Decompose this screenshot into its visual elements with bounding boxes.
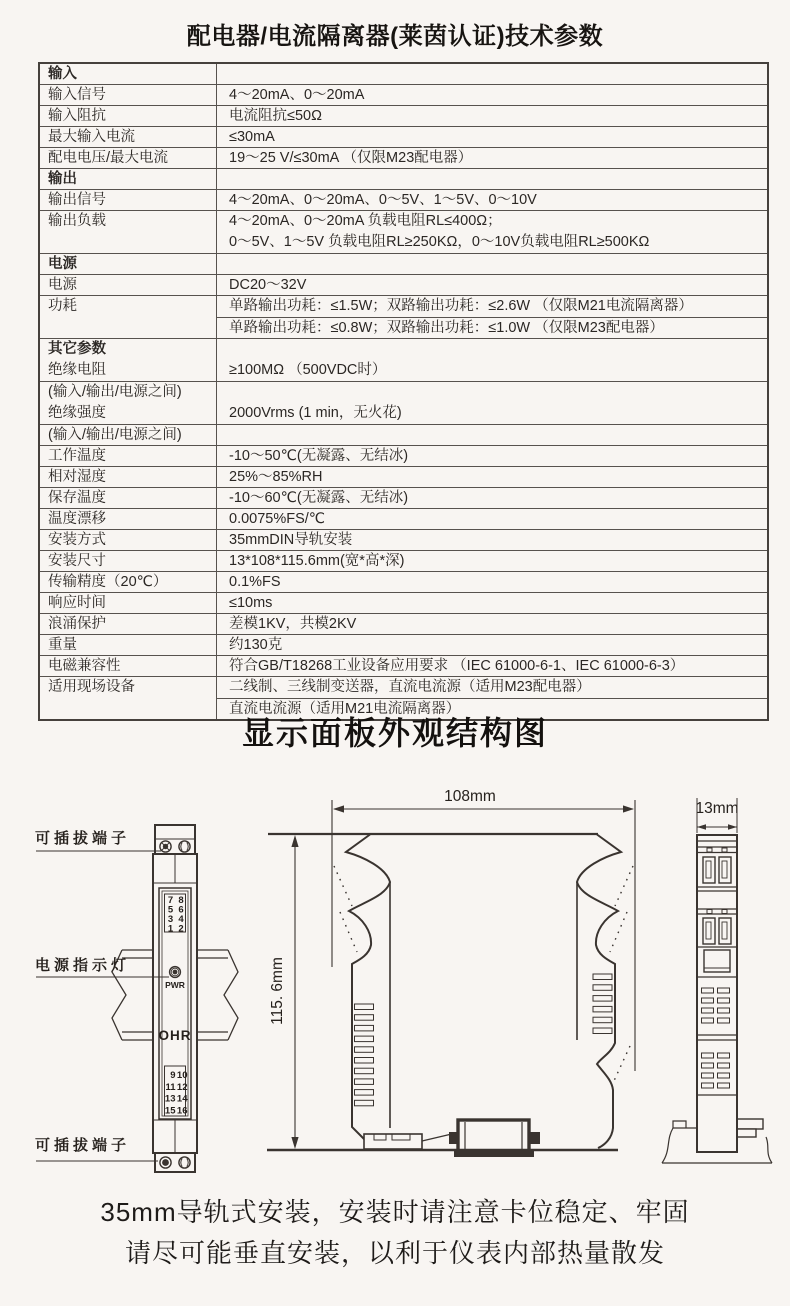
table-row <box>40 571 767 592</box>
table-row <box>40 274 767 295</box>
row-label: 温度漂移 <box>40 509 217 529</box>
row-value <box>217 169 767 189</box>
row-label: 安装尺寸 <box>40 551 217 571</box>
table-row <box>40 445 767 466</box>
row-value-line: 0～5V、1～5V 负载电阻RL≥250KΩ，0～10V负载电阻RL≥500KΩ <box>229 234 650 250</box>
terminal-number: 7 <box>167 895 174 906</box>
row-value: DC20～32V <box>229 277 307 293</box>
dim-115mm: 115. 6mm <box>269 957 286 1025</box>
table-row <box>40 550 767 571</box>
row-label-line: 其它参数 <box>48 341 106 357</box>
terminal-number: 13 <box>164 1093 176 1105</box>
row-label: 传输精度（20℃） <box>40 572 217 592</box>
row-value-line: 单路输出功耗：≤0.8W；双路输出功耗：≤1.0W （仅限M23配电器） <box>217 317 767 339</box>
table-row <box>40 487 767 508</box>
row-value: 13*108*115.6mm(宽*高*深) <box>229 553 405 569</box>
terminal-number: 2 <box>178 923 184 935</box>
table-row <box>40 168 767 189</box>
table-row <box>40 613 767 634</box>
row-label: 电源 <box>40 254 217 274</box>
row-value <box>217 296 767 338</box>
side-profile <box>267 834 633 1157</box>
brand-logo: OHR <box>158 1028 192 1043</box>
terminal-number: 15 <box>164 1105 176 1117</box>
row-value-line: 4～20mA、0～20mA 负载电阻RL≤400Ω； <box>229 213 502 229</box>
mounting-note-line1: 35mm导轨式安装，安装时请注意卡位稳定、牢固 <box>100 1197 690 1227</box>
spec-table <box>38 62 769 721</box>
power-led-icon <box>170 967 181 978</box>
row-label: 响应时间 <box>40 593 217 613</box>
terminal-number: 16 <box>176 1105 188 1117</box>
row-label: 安装方式 <box>40 530 217 550</box>
screw-icon <box>179 841 190 852</box>
row-value <box>217 382 767 424</box>
row-value <box>217 339 767 381</box>
row-value: -10～50℃(无凝露、无结冰) <box>229 448 409 464</box>
terminal-number: 11 <box>165 1081 176 1093</box>
front-view <box>35 825 238 1172</box>
width-dimension-13 <box>695 798 738 833</box>
terminal-number: 10 <box>176 1070 188 1081</box>
terminal-number: 3 <box>167 914 174 925</box>
table-row <box>40 466 767 487</box>
top-terminal-label: 可插拔端子 <box>35 830 131 847</box>
terminal-number: 6 <box>178 904 184 916</box>
row-value <box>217 254 767 274</box>
row-label: 浪涌保护 <box>40 614 217 634</box>
row-value-text: 2000Vrms (1 min，无火花) <box>229 405 402 421</box>
terminal-number: 9 <box>170 1070 176 1081</box>
terminal-number: 12 <box>176 1081 188 1093</box>
row-label: 输入 <box>40 64 217 84</box>
row-label: 输入阻抗 <box>40 106 217 126</box>
row-label: 配电电压/最大电流 <box>40 148 217 168</box>
table-row <box>40 210 767 253</box>
row-label: 工作温度 <box>40 446 217 466</box>
bottom-terminal-block <box>155 1153 195 1172</box>
row-value-line: 直流电流源（适用M21电流隔离器） <box>217 698 767 720</box>
row-label: 重量 <box>40 635 217 655</box>
row-value: 19～25 V/≤30mA （仅限M23配电器） <box>229 150 473 166</box>
module-body <box>153 854 197 1153</box>
row-label: (输入/输出/电源之间) <box>40 425 217 445</box>
row-label: 电源 <box>40 275 217 295</box>
table-row <box>40 655 767 676</box>
bottom-terminal-label: 可插拔端子 <box>35 1137 131 1154</box>
power-led-label: 电源指示灯 <box>35 957 131 974</box>
row-label: 输出负载 <box>40 211 217 253</box>
table-row <box>40 126 767 147</box>
terminal-number: 8 <box>178 895 184 906</box>
row-value: ≤30mA <box>229 129 275 145</box>
row-value: 符合GB/T18268工业设备应用要求 （IEC 61000-6-1、IEC 61000-6-3） <box>229 658 685 674</box>
table-row <box>40 147 767 168</box>
table-row <box>40 424 767 445</box>
row-value: 差模1KV，共模2KV <box>229 616 357 632</box>
dim-13mm: 13mm <box>695 800 739 817</box>
row-value: 约130克 <box>229 637 283 653</box>
row-value: -10～60℃(无凝露、无结冰) <box>229 490 409 506</box>
terminal-number: 14 <box>176 1093 188 1105</box>
row-value: 0.1%FS <box>229 574 281 590</box>
table-row <box>40 634 767 655</box>
pwr-label: PWR <box>165 980 185 990</box>
row-label: 相对湿度 <box>40 467 217 487</box>
terminal-number: 4 <box>178 914 184 925</box>
row-value: 4～20mA、0～20mA、0～5V、1～5V、0～10V <box>229 192 537 208</box>
terminal-number: 5 <box>167 904 174 916</box>
row-value <box>217 211 767 253</box>
row-value: 35mmDIN导轨安装 <box>229 532 353 548</box>
row-value-line: 单路输出功耗：≤1.5W；双路输出功耗：≤2.6W （仅限M21电流隔离器） <box>229 298 693 314</box>
table-row <box>40 64 767 84</box>
dim-108mm: 108mm <box>444 788 496 805</box>
side-view <box>267 788 635 1157</box>
row-value <box>217 64 767 84</box>
table-row <box>40 508 767 529</box>
table-row <box>40 105 767 126</box>
width-dimension-108 <box>332 788 635 1071</box>
row-value: 4～20mA、0～20mA <box>229 87 365 103</box>
table-row <box>40 295 767 338</box>
row-label: 电磁兼容性 <box>40 656 217 676</box>
end-view <box>662 798 772 1163</box>
row-label: 输出信号 <box>40 190 217 210</box>
row-label: 输出 <box>40 169 217 189</box>
row-label: 保存温度 <box>40 488 217 508</box>
mounting-note <box>0 1192 790 1274</box>
page-title: 配电器/电流隔离器(莱茵认证)技术参数 <box>186 23 604 50</box>
row-value: 0.0075%FS/℃ <box>229 511 326 527</box>
table-row <box>40 529 767 550</box>
mounting-note-line2: 请尽可能垂直安装，以利于仪表内部热量散发 <box>124 1238 665 1268</box>
row-label: 适用现场设备 <box>40 677 217 719</box>
screw-icon <box>179 1157 190 1168</box>
height-dimension-115 <box>269 835 299 1149</box>
row-value-line: 二线制、三线制变送器，直流电流源（适用M23配电器） <box>229 679 591 695</box>
row-label: 最大输入电流 <box>40 127 217 147</box>
table-row <box>40 253 767 274</box>
top-terminal-block <box>155 825 195 854</box>
terminal-number: 1 <box>167 923 174 935</box>
row-value-text: ≥100MΩ （500VDC时） <box>229 362 387 378</box>
vent-slots-left <box>355 1004 374 1106</box>
row-label <box>40 382 217 424</box>
table-row <box>40 189 767 210</box>
vent-slots-right <box>593 974 612 1034</box>
row-value: 25%～85%RH <box>229 469 323 485</box>
end-module-body <box>697 835 737 1152</box>
diagram-title: 显示面板外观结构图 <box>241 715 548 751</box>
row-label-line: (输入/输出/电源之间) <box>48 384 182 400</box>
table-row <box>40 84 767 105</box>
row-label <box>40 339 217 381</box>
table-row <box>40 592 767 613</box>
table-row <box>40 338 767 381</box>
row-label: 功耗 <box>40 296 217 338</box>
table-row <box>40 381 767 424</box>
row-label: 输入信号 <box>40 85 217 105</box>
screw-icon <box>160 1157 171 1168</box>
row-value: 电流阻抗≤50Ω <box>229 108 322 124</box>
row-value: ≤10ms <box>229 595 273 611</box>
row-value <box>217 425 767 445</box>
screw-icon <box>160 841 171 852</box>
structure-diagram <box>0 775 790 1200</box>
row-label-line: 绝缘电阻 <box>48 362 106 378</box>
row-label-line: 绝缘强度 <box>48 405 106 421</box>
